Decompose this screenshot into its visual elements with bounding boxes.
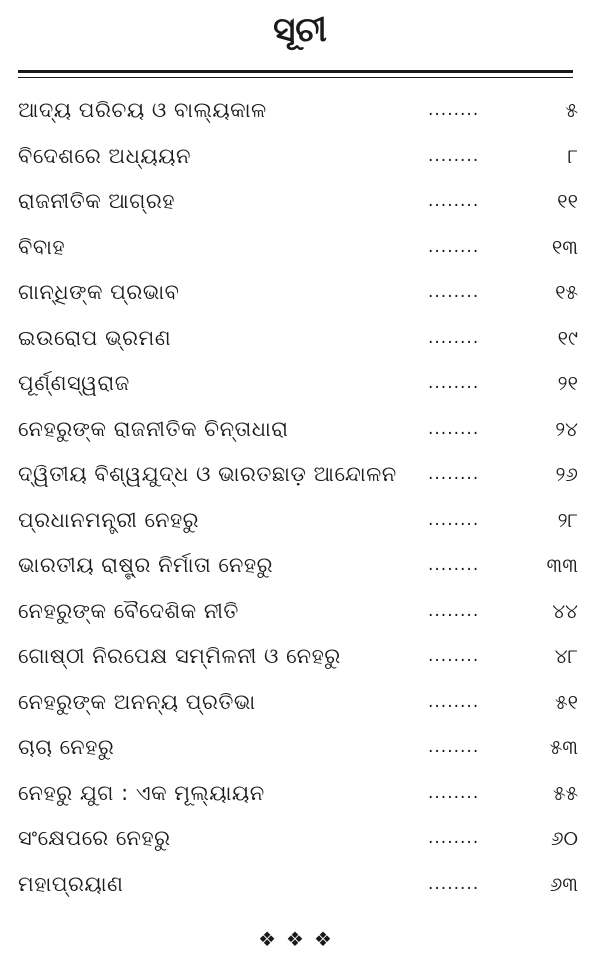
- toc-entry-leader: ........: [428, 418, 480, 439]
- toc-entry-page-number: ୬୦: [550, 826, 578, 850]
- toc-entry-leader: ........: [428, 555, 480, 575]
- toc-entry-leader: ........: [428, 145, 480, 166]
- toc-entry-leader: ........: [428, 691, 480, 712]
- toc-entry-title: ପୂର୍ଣ୍ଣସ୍ୱରାଜ: [18, 371, 130, 395]
- toc-entry-leader: ........: [428, 646, 480, 666]
- table-of-contents: [0, 88, 600, 907]
- toc-entry-title: ଇଉରୋପ ଭ୍ରମଣ: [18, 325, 172, 350]
- toc-entry-page-number: ୨୧: [557, 371, 578, 395]
- toc-entry-title: ନେହରୁଙ୍କ ବୈଦେଶିକ ନୀତି: [18, 598, 239, 623]
- toc-entry-leader: ........: [428, 509, 480, 530]
- toc-entry-title: ଦ୍ୱିତୀୟ ବିଶ୍ୱଯୁଦ୍ଧ ଓ ଭାରତଛାଡ଼ ଆନ୍ଦୋଳନ: [18, 462, 397, 486]
- toc-entry-page-number: ୧୯: [557, 325, 578, 350]
- toc-entry: [0, 316, 600, 362]
- toc-entry-title: ଚାଚା ନେହରୁ: [18, 735, 115, 759]
- toc-entry-leader: ........: [428, 327, 480, 348]
- toc-entry-leader: ........: [428, 236, 480, 257]
- toc-entry-title: ବିଦେଶରେ ଅଧ୍ୟୟନ: [18, 143, 191, 168]
- toc-entry-leader: ........: [428, 373, 480, 393]
- toc-entry-page-number: ୫୧: [555, 689, 578, 714]
- toc-entry-page-number: ୨୪: [555, 416, 578, 441]
- toc-entry-page-number: ୫୩: [549, 735, 578, 759]
- toc-entry-page-number: ୩୩: [546, 553, 578, 577]
- title-rule-thick: [18, 70, 573, 73]
- toc-entry-page-number: ୪୮: [554, 644, 578, 668]
- toc-entry: [0, 725, 600, 771]
- toc-entry-leader: ........: [428, 828, 480, 848]
- toc-entry-title: ନେହରୁ ଯୁଗ : ଏକ ମୂଲ୍ୟାୟନ: [18, 780, 265, 805]
- toc-entry: [0, 88, 600, 134]
- toc-entry: [0, 452, 600, 498]
- toc-entry: [0, 270, 600, 316]
- toc-entry-title: ପ୍ରଧାନମନ୍ତ୍ରୀ ନେହରୁ: [18, 507, 200, 532]
- toc-entry-title: ସଂକ୍ଷେପରେ ନେହରୁ: [18, 826, 171, 850]
- toc-entry-leader: ........: [428, 737, 480, 757]
- toc-entry: [0, 862, 600, 908]
- toc-entry-leader: ........: [428, 600, 480, 621]
- toc-entry-leader: ........: [428, 464, 480, 484]
- toc-entry: [0, 680, 600, 726]
- title-rule-thin: [18, 77, 573, 78]
- end-ornament: ❖❖❖: [258, 927, 342, 951]
- toc-entry-page-number: ୫: [565, 98, 578, 122]
- toc-entry-page-number: ୮: [567, 143, 578, 168]
- toc-entry: [0, 179, 600, 225]
- toc-entry-title: ବିବାହ: [18, 234, 66, 259]
- toc-entry: [0, 589, 600, 635]
- toc-entry-page-number: ୫୫: [553, 780, 578, 805]
- toc-entry-page-number: ୪୪: [552, 598, 578, 623]
- toc-entry-title: ନେହରୁଙ୍କ ଅନନ୍ୟ ପ୍ରତିଭା: [18, 689, 256, 714]
- toc-entry-title: ନେହରୁଙ୍କ ରାଜନୀତିକ ଚିନ୍ତାଧାରା: [18, 416, 289, 441]
- toc-entry-page-number: ୬୩: [549, 871, 578, 896]
- toc-entry: [0, 543, 600, 589]
- page-title: ସୂଚୀ: [273, 10, 327, 50]
- toc-entry: [0, 407, 600, 453]
- toc-entry-page-number: ୨୬: [555, 462, 578, 486]
- toc-entry-leader: ........: [428, 191, 480, 211]
- toc-entry-page-number: ୨୮: [557, 507, 578, 532]
- toc-entry: [0, 361, 600, 407]
- toc-entry-title: ଗୋଷ୍ଠୀ ନିରପେକ୍ଷ ସମ୍ମିଳନୀ ଓ ନେହରୁ: [18, 644, 341, 668]
- toc-entry-leader: ........: [428, 100, 480, 120]
- toc-entry-leader: ........: [428, 873, 480, 894]
- toc-entry-title: ଆଦ୍ୟ ପରିଚୟ ଓ ବାଲ୍ୟକାଳ: [18, 98, 267, 122]
- toc-entry-leader: ........: [428, 282, 480, 302]
- toc-entry: [0, 816, 600, 862]
- toc-entry: [0, 225, 600, 271]
- toc-entry-leader: ........: [428, 782, 480, 803]
- toc-entry: [0, 498, 600, 544]
- toc-entry-title: ଗାନ୍ଧିଙ୍କ ପ୍ରଭାବ: [18, 280, 180, 304]
- toc-entry-title: ରାଜନୀତିକ ଆଗ୍ରହ: [18, 189, 176, 213]
- toc-entry: [0, 771, 600, 817]
- toc-entry: [0, 634, 600, 680]
- toc-entry-page-number: ୧୫: [555, 280, 578, 304]
- toc-entry-page-number: ୧୧: [557, 189, 578, 213]
- toc-entry-title: ଭାରତୀୟ ରାଷ୍ଟ୍ର ନିର୍ମାତା ନେହରୁ: [18, 553, 274, 577]
- toc-entry-page-number: ୧୩: [551, 234, 578, 259]
- toc-entry-title: ମହାପ୍ରୟାଣ: [18, 871, 124, 896]
- toc-entry: [0, 134, 600, 180]
